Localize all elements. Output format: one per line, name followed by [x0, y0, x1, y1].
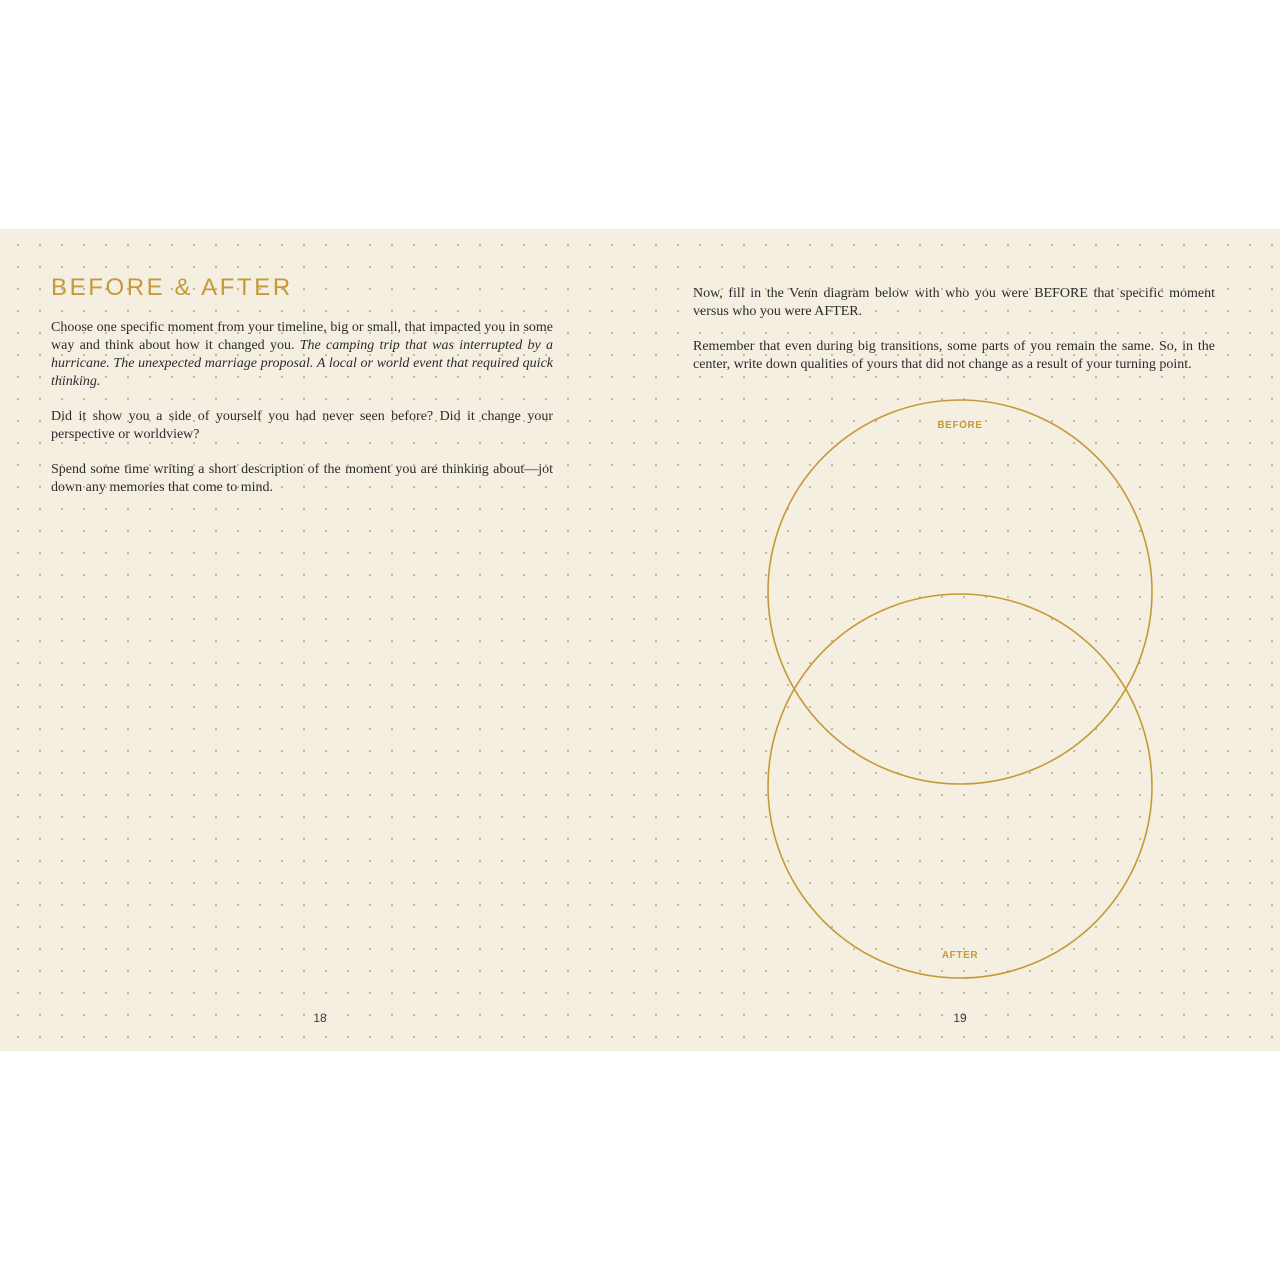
instruction-paragraph: Spend some time writing a short description of the moment you are thinking about—jot down any memories that come to mind.	[51, 462, 553, 495]
book-spread	[0, 229, 1280, 1051]
left-page	[0, 229, 640, 1051]
intro-examples-text: The camping trip that was interrupted by a hurricane. The unexpected marriage proposal. A local or world event that required quick thinking.	[51, 338, 553, 389]
page-title: BEFORE & AFTER	[51, 274, 293, 301]
left-body-text	[51, 319, 553, 514]
page-number-left: 18	[313, 1011, 327, 1025]
venn-instruction-paragraph: Now, fill in the Venn diagram below with who you were BEFORE that specific moment versus who you were AFTER.	[693, 286, 1215, 319]
intro-plain-text: Choose one specific moment from your timeline, big or small, that impacted you in some way and think about how it changed you.	[51, 320, 553, 353]
before-circle	[768, 400, 1152, 784]
right-page	[640, 229, 1280, 1051]
question-paragraph: Did it show you a side of yourself you had never seen before? Did it change your perspective or worldview?	[51, 409, 553, 442]
page-number-right: 19	[953, 1011, 967, 1025]
before-label: BEFORE	[937, 420, 983, 431]
center-instruction-paragraph: Remember that even during big transitions, some parts of you remain the same. So, in the center, write down qualities of yours that did not change as a result of your turning point.	[693, 339, 1215, 372]
after-label: AFTER	[941, 950, 979, 961]
right-body-text	[693, 285, 1215, 391]
intro-paragraph	[51, 319, 553, 391]
venn-diagram	[765, 397, 1155, 983]
after-circle	[768, 594, 1152, 978]
